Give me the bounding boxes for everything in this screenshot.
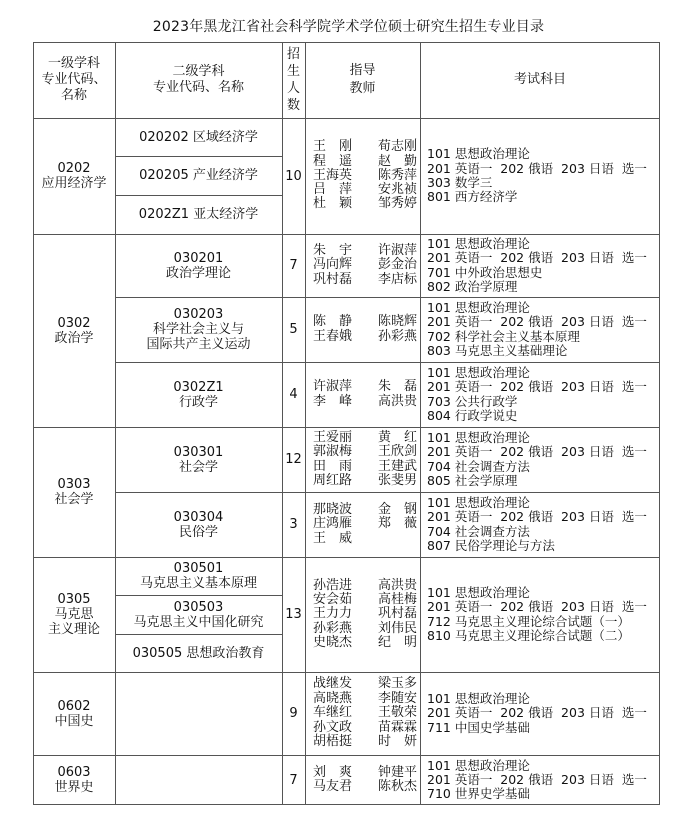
exam-line: 703 公共行政学 [427, 393, 518, 409]
exam-line: 201 英语一 202 俄语 203 日语 选一 [427, 160, 647, 176]
discipline-0603 [33, 755, 115, 805]
page-title: 2023年黑龙江省社会科学院学术学位硕士研究生招生专业目录 [152, 19, 545, 35]
tutor-line: 孙浩进 高洪贵 [313, 577, 418, 593]
exam-line: 201 英语一 202 俄语 203 日语 选一 [427, 599, 647, 615]
header-tutors [305, 42, 420, 118]
header-line: 专业代码、 [41, 72, 107, 87]
header-first-discipline [33, 42, 115, 118]
sub-030304 [115, 492, 282, 557]
sub-discipline-label: 社会学 [178, 459, 218, 475]
discipline-0302 [33, 234, 115, 427]
exam-line: 101 思想政治理论 [427, 429, 530, 445]
exam-line: 702 科学社会主义基本原理 [427, 328, 580, 344]
sub-0202Z1 [115, 195, 282, 234]
header-line: 二级学科 [172, 64, 225, 79]
tutor-list [305, 492, 420, 557]
header-line: 数 [286, 98, 300, 113]
header-exam-subjects [420, 42, 660, 118]
exam-line: 710 世界史学基础 [427, 786, 530, 801]
sub-discipline-label nowrap: 马克思主义中国化研究 [133, 614, 264, 630]
discipline-name: 社会学 [54, 492, 94, 507]
exam-list [420, 427, 660, 492]
exam-list [420, 118, 660, 234]
header-line: 考试科目 [513, 72, 566, 87]
count-value: 7 [289, 258, 298, 273]
tutor-line: 冯向辉 彭金治 [313, 257, 418, 273]
tutor-list [305, 672, 420, 755]
exam-line: 711 中国史学基础 [427, 719, 530, 735]
tutor-line: 王爱丽 黄 红 [313, 430, 418, 446]
tutor-line: 吕 萍 安兆祯 [313, 182, 418, 198]
exam-line: 810 马克思主义理论综合试题（二） [427, 627, 630, 643]
exam-list [420, 492, 660, 557]
discipline-name: 中国史 [54, 713, 94, 729]
sub-discipline-code: 030503 [173, 599, 224, 615]
tutor-list [305, 234, 420, 297]
discipline-name: 政治学 [54, 330, 94, 346]
discipline-0202 [33, 118, 115, 234]
exam-line: 712 马克思主义理论综合试题（一） [427, 613, 630, 629]
tutor-line: 孙彩燕 刘伟民 [313, 620, 418, 636]
exam-line: 101 思想政治理论 [427, 691, 530, 707]
tutor-line: 王海英 陈秀萍 [313, 167, 418, 183]
discipline-0303 [33, 427, 115, 557]
exam-line: 101 思想政治理论 [427, 299, 530, 315]
exam-line: 101 思想政治理论 [427, 494, 530, 510]
exam-line: 101 思想政治理论 [427, 584, 530, 600]
discipline-code: 0202 [57, 161, 91, 176]
discipline-0305 [33, 557, 115, 672]
tutor-list [305, 118, 420, 234]
exam-line: 804 行政学说史 [427, 407, 518, 423]
count-value: 9 [289, 706, 298, 721]
enrollment-count [282, 297, 305, 362]
discipline-name: 马克思 [54, 607, 94, 622]
sub-discipline-label: 马克思主义基本原理 [139, 576, 257, 591]
exam-list [420, 362, 660, 427]
enrollment-count [282, 118, 305, 234]
sub-discipline-label: 0202Z1 亚太经济学 [138, 207, 259, 222]
tutor-line: 朱 宇 许淑萍 [313, 243, 418, 259]
header-line: 生 [286, 64, 300, 79]
header-line: 指导 [349, 63, 376, 78]
discipline-name: 主义理论 [47, 622, 100, 637]
discipline-code: 0302 [57, 315, 91, 331]
discipline-name: 应用经济学 [41, 176, 107, 191]
header-line: 名称 [60, 88, 87, 103]
tutor-list [305, 557, 420, 672]
sub-discipline-code: 030304 [173, 509, 224, 525]
exam-line: 704 社会调查方法 [427, 523, 530, 539]
sub-discipline-code: 0302Z1 [173, 379, 224, 395]
exam-line: 101 思想政治理论 [427, 146, 530, 162]
sub-discipline-code: 030201 [173, 250, 224, 266]
sub-discipline-code: 030203 [173, 307, 224, 322]
exam-line: 201 英语一 202 俄语 203 日语 选一 [427, 705, 647, 721]
exam-line: 801 西方经济学 [427, 189, 518, 205]
tutor-list [305, 755, 420, 805]
sub-030203 [115, 297, 282, 362]
exam-line: 704 社会调查方法 [427, 458, 530, 474]
exam-line: 802 政治学原理 [427, 278, 518, 294]
tutor-list [305, 297, 420, 362]
tutor-line: 周红路 张斐男 [313, 472, 418, 488]
tutor-line: 孙文政 苗霖霖 [313, 719, 418, 735]
tutor-line: 李 峰 高洪贵 [313, 393, 418, 409]
tutor-line: 杜 颖 邹秀婷 [313, 196, 418, 212]
sub-discipline-label: 030505 思想政治教育 [132, 645, 265, 661]
exam-line: 101 思想政治理论 [427, 364, 530, 380]
exam-line: 201 英语一 202 俄语 203 日语 选一 [427, 444, 647, 460]
count-value: 10 [285, 168, 302, 184]
tutor-line: 史晓杰 纪 明 [313, 634, 418, 650]
sub-030501 [115, 557, 282, 595]
exam-list [420, 234, 660, 297]
count-value: 3 [289, 517, 298, 532]
exam-line: 101 思想政治理论 [427, 758, 530, 773]
sub-030503 [115, 595, 282, 634]
sub-discipline-code: 030501 [173, 561, 224, 576]
tutor-line: 程 遥 赵 勤 [313, 153, 418, 169]
header-second-discipline [115, 42, 282, 118]
count-value: 5 [289, 322, 298, 337]
tutor-line: 王 刚 荀志刚 [313, 139, 418, 155]
exam-list [420, 297, 660, 362]
discipline-code: 0603 [57, 765, 91, 780]
sub-020202 [115, 118, 282, 156]
discipline-0602 [33, 672, 115, 755]
tutor-line: 王力力 巩村磊 [313, 606, 418, 622]
tutor-line: 陈 静 陈晓辉 [313, 314, 418, 330]
header-line: 人 [286, 81, 300, 96]
sub-discipline-label: 国际共产主义运动 [146, 337, 251, 352]
exam-line: 201 英语一 202 俄语 203 日语 选一 [427, 379, 647, 395]
discipline-name: 世界史 [54, 780, 94, 795]
exam-line: 201 英语一 202 俄语 203 日语 选一 [427, 314, 647, 330]
tutor-list [305, 362, 420, 427]
discipline-code: 0305 [57, 592, 91, 607]
exam-line: 201 英语一 202 俄语 203 日语 选一 [427, 250, 647, 266]
tutor-line: 高晓燕 李随安 [313, 690, 418, 706]
exam-line: 101 思想政治理论 [427, 235, 530, 251]
tutor-line: 马友君 陈秋杰 [313, 779, 418, 794]
sub-discipline-label: 政治学理论 [165, 265, 231, 281]
enrollment-count [282, 427, 305, 492]
discipline-code: 0602 [57, 698, 91, 714]
sub-030505 [115, 634, 282, 672]
header-line: 教师 [349, 81, 376, 96]
exam-line: 807 民俗学理论与方法 [427, 537, 555, 553]
exam-line: 201 英语一 202 俄语 203 日语 选一 [427, 509, 647, 525]
header-line: 专业代码、名称 [152, 80, 244, 95]
enrollment-count [282, 557, 305, 672]
sub-discipline-label: 020205 产业经济学 [139, 168, 258, 183]
enrollment-count [282, 362, 305, 427]
tutor-line: 庄鸿雁 郑 薇 [313, 516, 418, 532]
header-enrollment [282, 42, 305, 118]
sub-discipline-label: 科学社会主义与 [152, 322, 244, 337]
count-value: 7 [289, 772, 298, 788]
exam-line: 803 马克思主义基础理论 [427, 342, 568, 358]
tutor-line: 战继发 梁玉多 [313, 676, 418, 692]
enrollment-count [282, 234, 305, 297]
exam-line: 701 中外政治思想史 [427, 264, 543, 280]
sub-discipline-label: 民俗学 [178, 524, 218, 540]
exam-line: 201 英语一 202 俄语 203 日语 选一 [427, 772, 647, 787]
header-line: 招 [286, 47, 300, 62]
header-line: 一级学科 [47, 56, 100, 71]
tutor-line: 许淑萍 朱 磊 [313, 379, 418, 395]
sub-030301 [115, 427, 282, 492]
sub-discipline-label: 020202 区域经济学 [139, 129, 258, 145]
enrollment-count [282, 755, 305, 805]
exam-line: 805 社会学原理 [427, 472, 518, 488]
enrollment-count [282, 492, 305, 557]
tutor-line: 刘 爽 钟建平 [313, 764, 418, 780]
tutor-line: 王春娥 孙彩燕 [313, 328, 418, 344]
tutor-line: 王 威 [313, 530, 353, 546]
exam-list [420, 672, 660, 755]
tutor-line: 胡梧挺 时 妍 [313, 734, 418, 750]
count-value: 4 [289, 387, 298, 402]
tutor-line: 安会茹 高桂梅 [313, 592, 418, 608]
discipline-code: 0303 [57, 477, 91, 492]
exam-list [420, 755, 660, 805]
sub-0302Z1 [115, 362, 282, 427]
exam-list [420, 557, 660, 672]
count-value: 12 [285, 452, 302, 467]
tutor-line: 田 雨 王建武 [313, 458, 418, 474]
sub-030201 [115, 234, 282, 297]
exam-line: 303 数学三 [427, 175, 493, 190]
enrollment-count [282, 672, 305, 755]
tutor-list [305, 427, 420, 492]
tutor-line: 巩村磊 李店标 [313, 271, 418, 287]
tutor-line: 车继红 王敬荣 [313, 705, 418, 721]
sub-discipline-code: 030301 [173, 444, 224, 460]
count-value: 13 [285, 607, 302, 622]
tutor-line: 郭淑梅 王欣剑 [313, 444, 418, 460]
tutor-line: 那晓波 金 钢 [313, 502, 418, 518]
sub-020205 [115, 156, 282, 195]
sub-discipline-label: 行政学 [178, 394, 218, 410]
